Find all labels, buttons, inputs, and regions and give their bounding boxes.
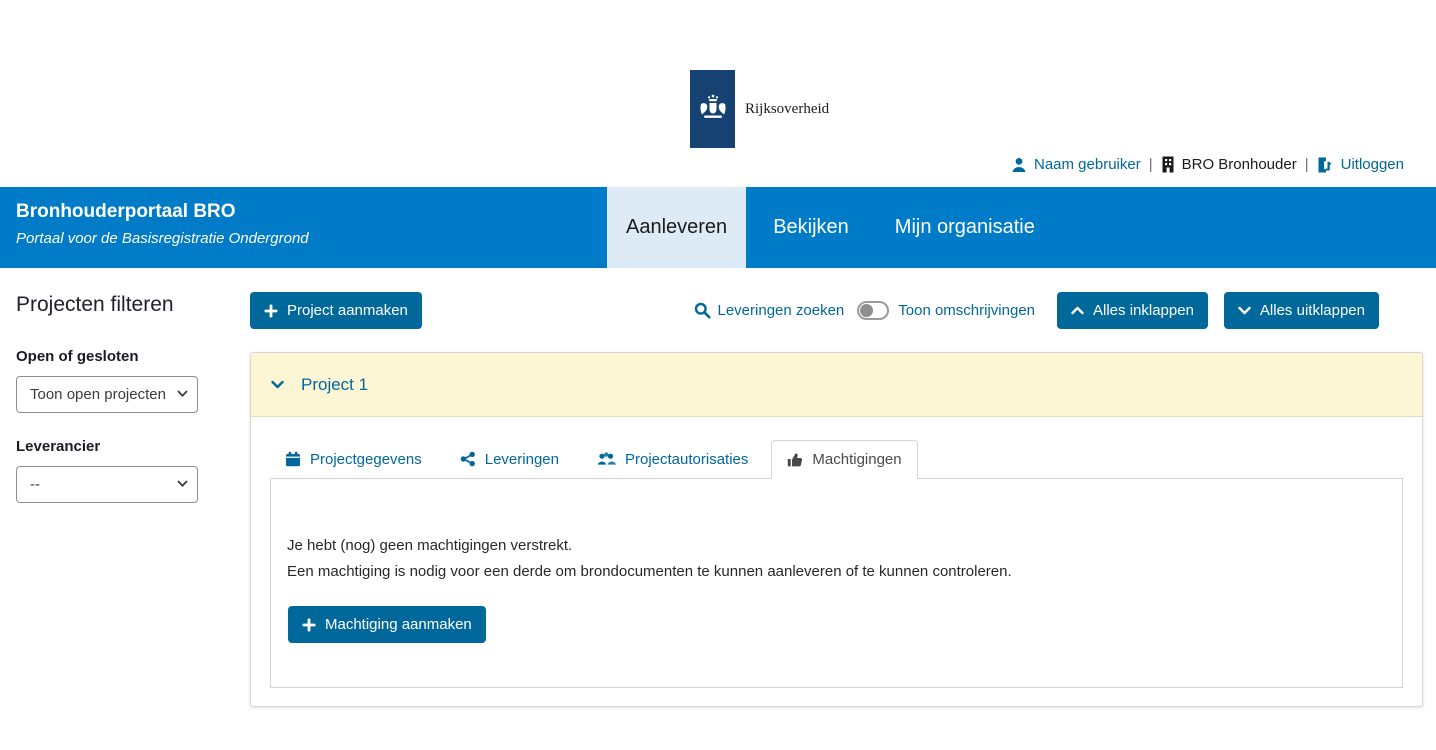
nav-item-label: Aanleveren (626, 216, 728, 238)
projects-toolbar (248, 268, 1436, 352)
user-name-label: Naam gebruiker (1034, 156, 1141, 173)
user-info-bar (1011, 156, 1404, 173)
organisation-info (1161, 156, 1297, 173)
main-menu (607, 187, 1054, 268)
nav-item-mijn-organisatie[interactable] (876, 187, 1054, 268)
create-project-label: Project aanmaken (287, 302, 408, 319)
nav-item-label: Mijn organisatie (894, 216, 1035, 238)
page-body (0, 268, 1436, 750)
tab-label: Projectgegevens (310, 450, 422, 468)
organisation-label: BRO Bronhouder (1181, 156, 1297, 173)
user-name-link[interactable] (1011, 156, 1141, 173)
logout-icon (1317, 156, 1334, 173)
thumbs-up-icon (787, 452, 803, 468)
separator: | (1304, 156, 1309, 173)
user-icon (1011, 157, 1027, 173)
machtigingen-empty-line2: Een machtiging is nodig voor een derde om brondocumenten te kunnen aanleveren of te kunnen controleren. (287, 563, 1012, 580)
nav-item-label: Bekijken (773, 216, 849, 238)
toolbar-right-cluster (694, 292, 1380, 329)
logout-link[interactable] (1317, 156, 1404, 173)
tab-projectautorisaties[interactable] (582, 440, 763, 478)
portal-brand[interactable] (16, 201, 309, 247)
tab-label: Projectautorisaties (624, 450, 749, 468)
logout-label: Uitloggen (1340, 156, 1404, 173)
portal-subtitle: Portaal voor de Basisregistratie Ondergrond (16, 230, 309, 247)
nav-item-bekijken[interactable] (754, 187, 868, 268)
main-content (248, 268, 1436, 707)
project-panel-header[interactable] (251, 353, 1422, 417)
building-icon (1161, 156, 1175, 173)
tab-projectgegevens[interactable] (270, 440, 437, 478)
create-machtiging-button[interactable] (288, 606, 486, 643)
sidebar-title: Projecten filteren (16, 293, 174, 316)
project-panel (250, 352, 1423, 707)
tab-label: Machtigingen (812, 451, 902, 468)
plus-icon (302, 618, 316, 632)
project-tabs (270, 440, 1403, 478)
toon-omschrijvingen-toggle[interactable] (857, 301, 889, 320)
chevron-up-icon (1071, 306, 1084, 315)
machtigingen-empty-line1: Je hebt (nog) geen machtigingen verstrekt. (287, 537, 573, 554)
open-gesloten-select-wrap (16, 376, 198, 413)
logo-wordmark: Rijksoverheid (745, 100, 830, 117)
plus-icon (264, 304, 278, 318)
toggle-knob (860, 304, 873, 317)
search-leveringen-link[interactable] (694, 302, 845, 319)
portal-title: Bronhouderportaal BRO (16, 201, 236, 222)
expand-all-label: Alles uitklappen (1259, 302, 1365, 319)
separator: | (1148, 156, 1153, 173)
page-header (0, 0, 1436, 187)
create-machtiging-label: Machtiging aanmaken (325, 616, 472, 633)
filter-open-gesloten-label: Open of gesloten (16, 348, 139, 365)
nav-item-aanleveren[interactable] (607, 187, 746, 268)
search-icon (694, 302, 711, 319)
leverancier-select[interactable] (16, 466, 198, 503)
tab-machtigingen[interactable] (771, 440, 917, 479)
leverancier-select-wrap (16, 466, 198, 503)
share-nodes-icon (460, 451, 476, 467)
calendar-icon (285, 451, 301, 467)
tab-leveringen[interactable] (445, 440, 574, 478)
filter-sidebar (0, 268, 248, 528)
rijksoverheid-logo (690, 70, 829, 148)
rijksoverheid-flag (690, 70, 735, 148)
main-navbar (0, 187, 1436, 268)
toon-omschrijvingen-label[interactable]: Toon omschrijvingen (898, 302, 1036, 319)
rijksoverheid-crest-icon (698, 89, 728, 129)
filter-leverancier-label: Leverancier (16, 438, 101, 455)
users-icon (597, 452, 616, 467)
project-title: Project 1 (301, 374, 369, 394)
collapse-all-button[interactable] (1057, 292, 1208, 329)
chevron-down-icon (1238, 306, 1251, 315)
machtigingen-tab-panel (270, 478, 1403, 688)
collapse-all-label: Alles inklappen (1093, 302, 1194, 319)
open-gesloten-select[interactable] (16, 376, 198, 413)
chevron-down-icon (271, 380, 284, 389)
expand-all-button[interactable] (1224, 292, 1379, 329)
tab-label: Leveringen (484, 450, 559, 468)
search-leveringen-label: Leveringen zoeken (717, 302, 845, 319)
create-project-button[interactable] (250, 292, 422, 329)
project-panel-body (251, 417, 1422, 706)
